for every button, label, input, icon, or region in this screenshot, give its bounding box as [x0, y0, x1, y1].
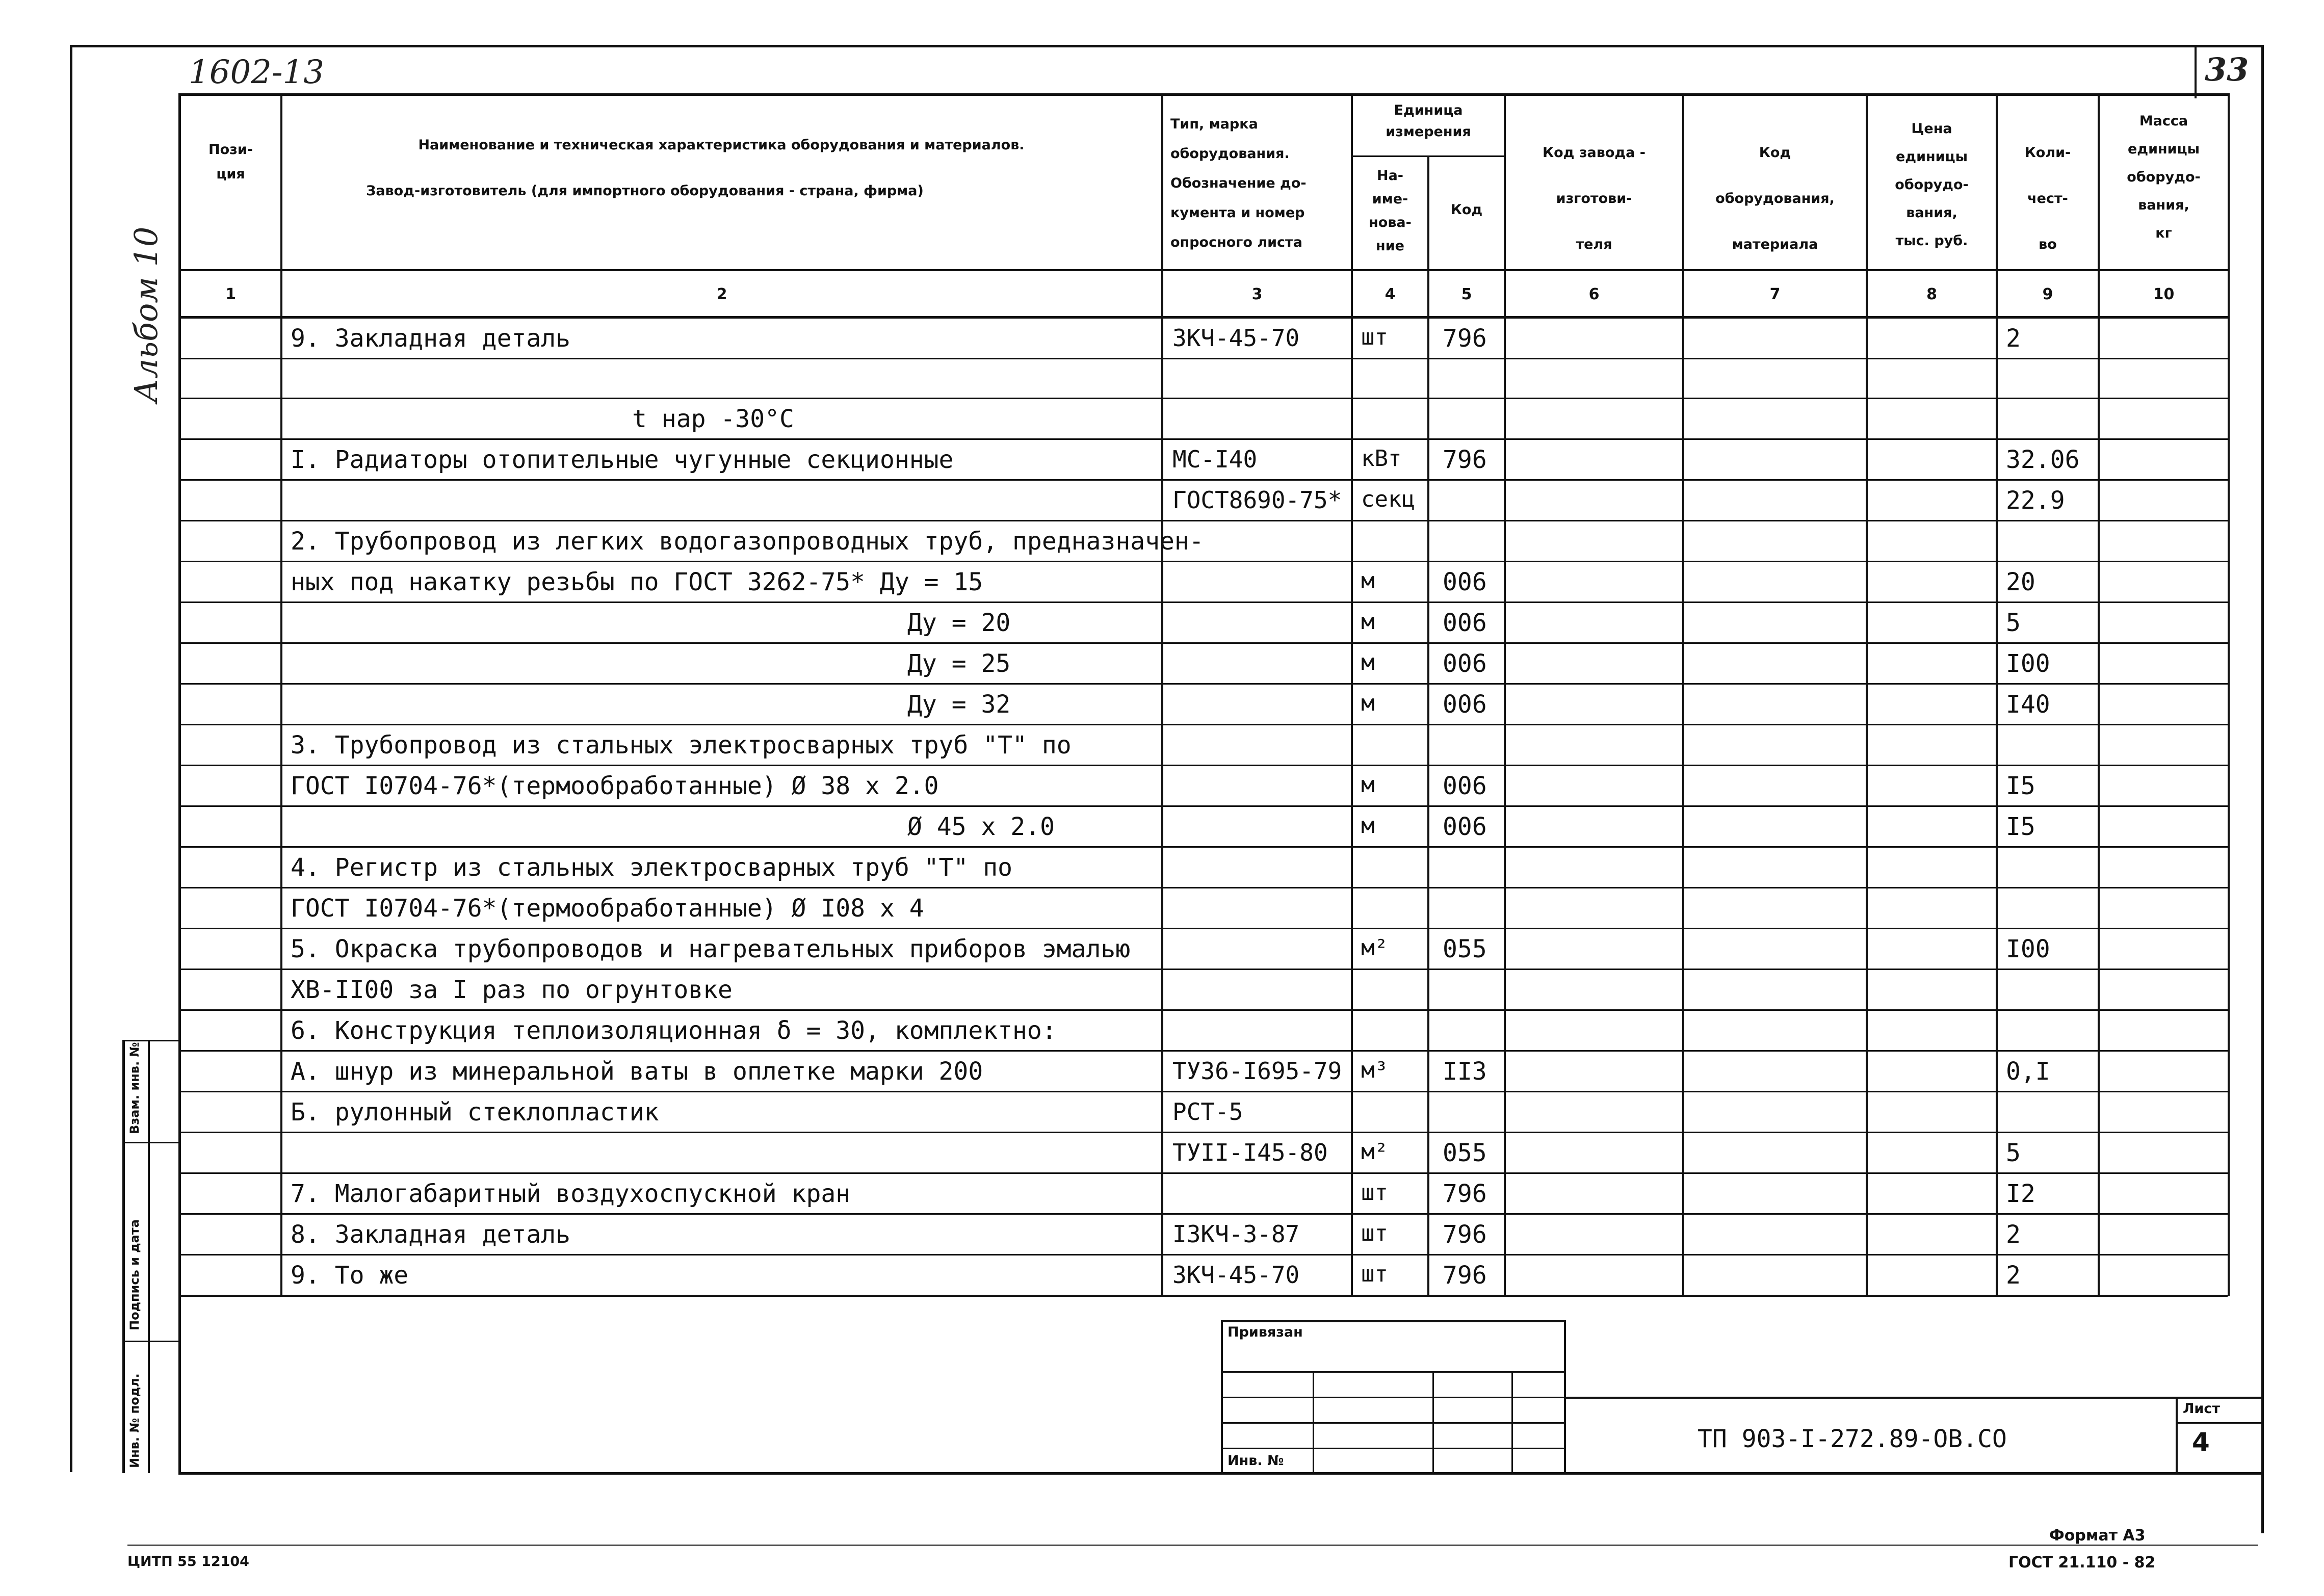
item-name: 2. Трубопровод из легких водогазопроводных труб, предназначен-	[291, 527, 1204, 556]
header-col-factory-code: Код завода - изготови- теля	[1543, 145, 1646, 252]
item-quantity: 5	[2006, 609, 2021, 637]
item-quantity: I00	[2006, 649, 2050, 678]
item-unit: шт	[1361, 1220, 1388, 1246]
item-name: А. шнур из минеральной ваты в оплетке марки 200	[291, 1057, 983, 1086]
col-number: 4	[1385, 285, 1396, 303]
item-unit-code: 796	[1443, 446, 1487, 474]
item-type: РСТ-5	[1172, 1098, 1243, 1126]
item-name: 3. Трубопровод из стальных электросварных труб "Т" по	[291, 731, 1072, 760]
col-number: 5	[1461, 285, 1472, 303]
col-number: 3	[1251, 285, 1263, 303]
item-unit: м²	[1361, 1139, 1388, 1165]
item-unit: м³	[1361, 1057, 1388, 1083]
item-quantity: 20	[2006, 568, 2035, 596]
item-unit: м	[1361, 690, 1375, 716]
item-unit-code: 796	[1443, 1261, 1487, 1290]
item-unit: м²	[1361, 935, 1388, 961]
format-label: Формат А3	[2049, 1527, 2146, 1545]
margin-inv-podl: Инв. № подл.	[127, 1373, 142, 1468]
item-name: 7. Малогабаритный воздухоспускной кран	[291, 1180, 851, 1208]
item-unit-code: 796	[1443, 1220, 1487, 1249]
item-quantity: 2	[2006, 1261, 2021, 1290]
item-type: ГОСТ8690-75*	[1172, 486, 1342, 514]
col-number: 2	[716, 285, 727, 303]
item-quantity: I00	[2006, 935, 2050, 963]
item-quantity: 5	[2006, 1139, 2021, 1167]
inventory-label: Инв. №	[1228, 1453, 1284, 1469]
item-unit: шт	[1361, 324, 1388, 350]
header-unit-group: Единица измерения	[1386, 102, 1471, 140]
document-code: ТП 903-I-272.89-ОВ.СО	[1698, 1425, 2007, 1453]
album-label: Альбом 10	[127, 226, 165, 403]
item-name: 9. Закладная деталь	[291, 324, 571, 353]
item-name: I. Радиаторы отопительные чугунные секционные	[291, 446, 954, 474]
item-quantity: I5	[2006, 772, 2035, 800]
item-unit-code: 055	[1443, 935, 1487, 963]
item-name: 5. Окраска трубопроводов и нагревательных приборов эмалью	[291, 935, 1131, 963]
header-col-mass: Масса единицы оборудо- вания, кг	[2127, 113, 2201, 241]
header-col-name-line1: Наименование и техническая характеристика оборудования и материалов.	[418, 137, 1025, 153]
header-col-name-line2: Завод-изготовитель (для импортного оборудования - страна, фирма)	[366, 183, 924, 199]
col-number: 7	[1769, 285, 1781, 303]
header-col-unit-code: Код	[1450, 202, 1483, 218]
item-name: ХВ-II00 за I раз по огрунтовке	[291, 976, 733, 1004]
item-name: Ду = 20	[907, 609, 1011, 637]
col-number: 6	[1588, 285, 1600, 303]
item-type: ТУ36-I695-79	[1172, 1057, 1342, 1085]
item-name: Б. рулонный стеклопластик	[291, 1098, 659, 1127]
sheet-label: Лист	[2183, 1401, 2220, 1417]
col-number: 10	[2153, 285, 2175, 303]
item-name: 4. Регистр из стальных электросварных труб "Т" по	[291, 853, 1013, 882]
item-unit-code: 006	[1443, 649, 1487, 678]
item-unit: м	[1361, 813, 1375, 839]
item-unit-code: 006	[1443, 772, 1487, 800]
header-col-quantity: Коли- чест- во	[2024, 145, 2071, 252]
item-quantity: 32.06	[2006, 446, 2080, 474]
item-name: ГОСТ I0704-76*(термообработанные) Ø 38 x 2.0	[291, 772, 939, 800]
item-name: Ду = 32	[907, 690, 1011, 719]
item-unit: м	[1361, 568, 1375, 594]
item-name: ных под накатку резьбы по ГОСТ 3262-75* Ду = 15	[291, 568, 983, 596]
item-unit-code: 796	[1443, 1180, 1487, 1208]
item-name: Ø 45 x 2.0	[907, 813, 1055, 841]
item-name: 6. Конструкция теплоизоляционная δ = 30, комплектно:	[291, 1016, 1057, 1045]
sheet-number: 4	[2192, 1427, 2210, 1457]
item-type: ЗКЧ-45-70	[1172, 1261, 1300, 1289]
item-type: МС-I40	[1172, 446, 1258, 473]
item-quantity: 2	[2006, 1220, 2021, 1249]
item-unit-code: 055	[1443, 1139, 1487, 1167]
item-name: 9. То же	[291, 1261, 409, 1290]
item-unit-code: 006	[1443, 690, 1487, 719]
item-unit-code: 006	[1443, 609, 1487, 637]
item-unit: кВт	[1361, 446, 1402, 472]
item-type: I3КЧ-3-87	[1172, 1220, 1300, 1248]
item-unit: секц	[1361, 486, 1415, 512]
col-number: 9	[2042, 285, 2053, 303]
item-name: 8. Закладная деталь	[291, 1220, 571, 1249]
footer-left-code: ЦИТП 55 12104	[127, 1554, 249, 1569]
item-name: ГОСТ I0704-76*(термообработанные) Ø I08 x 4	[291, 894, 924, 923]
bound-label: Привязан	[1228, 1324, 1303, 1340]
item-unit: м	[1361, 649, 1375, 675]
header-col-type: Тип, марка оборудования. Обозначение до- кумента и номер опросного листа	[1170, 116, 1307, 250]
item-unit-code: 006	[1443, 568, 1487, 596]
item-unit: м	[1361, 772, 1375, 798]
item-unit-code: 796	[1443, 324, 1487, 353]
item-unit-code: 006	[1443, 813, 1487, 841]
col-number: 1	[225, 285, 236, 303]
margin-vzam-inv: Взам. инв. №	[127, 1042, 142, 1134]
item-quantity: I5	[2006, 813, 2035, 841]
item-name: t нар -30°С	[632, 405, 794, 433]
item-unit: м	[1361, 609, 1375, 635]
sheet-code: 1602-13	[189, 54, 324, 91]
item-quantity: 2	[2006, 324, 2021, 353]
col-number: 8	[1926, 285, 1937, 303]
item-quantity: I40	[2006, 690, 2050, 719]
gost-label: ГОСТ 21.110 - 82	[2008, 1554, 2156, 1572]
item-type: ЗКЧ-45-70	[1172, 324, 1300, 352]
item-name: Ду = 25	[907, 649, 1011, 678]
item-unit-code: II3	[1443, 1057, 1487, 1086]
item-quantity: 0,I	[2006, 1057, 2050, 1086]
page-number: 33	[2205, 51, 2249, 88]
item-unit: шт	[1361, 1180, 1388, 1206]
item-quantity: I2	[2006, 1180, 2035, 1208]
header-col-price: Цена единицы оборудо- вания, тыс. руб.	[1895, 121, 1969, 249]
item-unit: шт	[1361, 1261, 1388, 1287]
header-col-unit-name: На- име- нова- ние	[1369, 168, 1412, 254]
item-type: ТУII-I45-80	[1172, 1139, 1328, 1166]
header-col-position: Пози- ция	[208, 142, 253, 182]
header-col-equipment-code: Код оборудования, материала	[1715, 145, 1835, 252]
margin-podpis-data: Подпись и дата	[127, 1219, 142, 1330]
item-quantity: 22.9	[2006, 486, 2065, 515]
